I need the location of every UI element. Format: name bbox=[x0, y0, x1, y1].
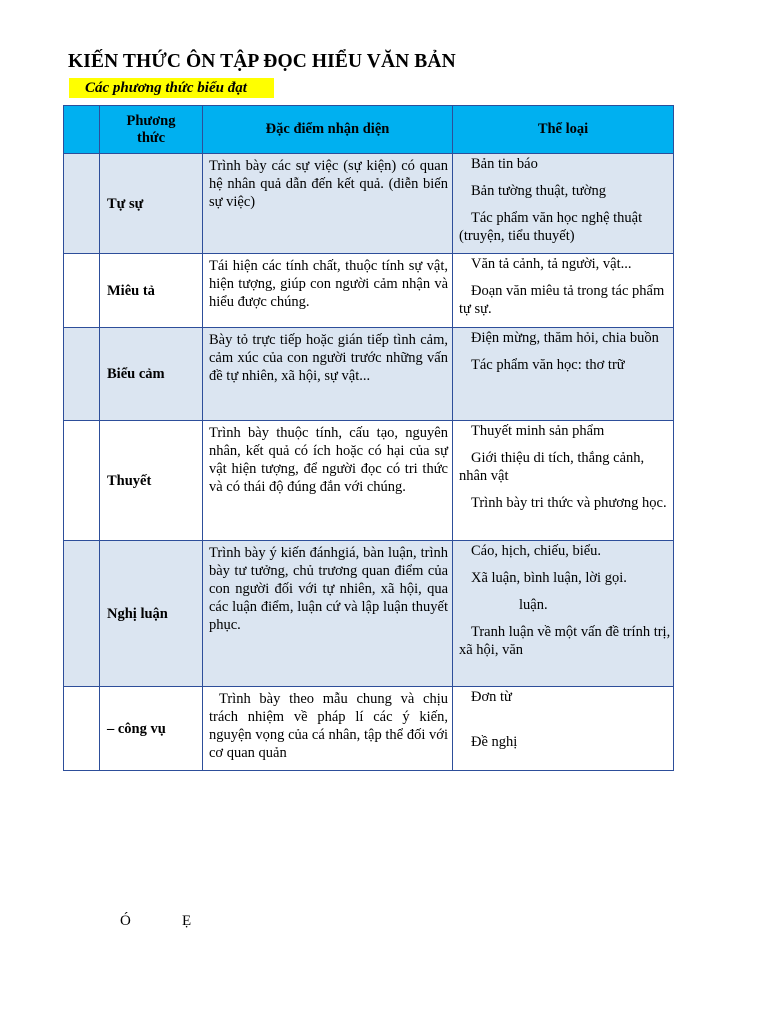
method-genres bbox=[453, 328, 674, 421]
method-name: Miêu tả bbox=[100, 254, 203, 328]
method-name: Biểu cảm bbox=[100, 328, 203, 421]
method-description: Trình bày theo mẫu chung và chịu trách nhiệm về pháp lí các ý kiến, nguyện vọng của cá nhân, tập thể đối với cơ quan quản bbox=[203, 687, 453, 771]
expression-methods-table bbox=[63, 105, 674, 771]
method-name: Tự sự bbox=[100, 154, 203, 254]
table-row bbox=[64, 154, 674, 254]
table-row bbox=[64, 687, 674, 771]
genre-item: Bản tường thuật, tường bbox=[471, 183, 606, 199]
genre-item: Xã luận, bình luận, lời gọi. bbox=[471, 570, 627, 586]
footer-char-1: Ó bbox=[120, 913, 131, 929]
method-genres bbox=[453, 541, 674, 687]
table-row bbox=[64, 541, 674, 687]
row-blank-cell bbox=[64, 254, 100, 328]
row-blank-cell bbox=[64, 687, 100, 771]
method-genres bbox=[453, 687, 674, 771]
footer-char-2: Ẹ bbox=[182, 913, 192, 929]
genre-item: luận. bbox=[519, 597, 548, 613]
method-name: Thuyết bbox=[100, 421, 203, 541]
row-blank-cell bbox=[64, 421, 100, 541]
page-title: KIẾN THỨC ÔN TẬP ĐỌC HIỂU VĂN BẢN bbox=[68, 51, 456, 72]
method-description: Tái hiện các tính chất, thuộc tính sự vật, hiện tượng, giúp con người cảm nhận và hiểu được chúng. bbox=[203, 254, 453, 328]
method-genres bbox=[453, 254, 674, 328]
header-genres: Thể loại bbox=[453, 106, 674, 154]
row-blank-cell bbox=[64, 328, 100, 421]
genre-item: Đơn từ bbox=[471, 689, 512, 705]
genre-item: Giới thiệu di tích, thắng cảnh, nhân vật bbox=[459, 450, 645, 484]
table-header-row bbox=[64, 106, 674, 154]
header-method: Phương thức bbox=[100, 106, 203, 154]
header-blank-cell bbox=[64, 106, 100, 154]
table-row bbox=[64, 421, 674, 541]
method-name: – công vụ bbox=[100, 687, 203, 771]
method-genres bbox=[453, 421, 674, 541]
genre-item: Trình bày tri thức và phương học. bbox=[471, 495, 667, 511]
genre-item: Đoạn văn miêu tả trong tác phẩm tự sự. bbox=[459, 283, 665, 317]
genre-item: Tranh luận về một vấn đề trính trị, xã hội, văn bbox=[459, 624, 671, 658]
genre-item: Cáo, hịch, chiếu, biểu. bbox=[471, 543, 602, 559]
genre-item: Bản tin báo bbox=[471, 156, 538, 172]
method-description: Trình bày ý kiến đánhgiá, bàn luận, trình bày tư tưởng, chủ trương quan điểm của con người đối với tự nhiên, xã hội, qua các luận điểm, luận cứ và lập luận thuyết phục. bbox=[203, 541, 453, 687]
section-subtitle: Các phương thức biểu đạt bbox=[69, 78, 274, 98]
genre-item: Tác phẩm văn học nghệ thuật (truyện, tiểu thuyết) bbox=[459, 210, 643, 244]
method-genres bbox=[453, 154, 674, 254]
table-row bbox=[64, 254, 674, 328]
method-description: Bày tỏ trực tiếp hoặc gián tiếp tình cảm, cảm xúc của con người trước những vấn đề tự nhiên, xã hội, sự vật... bbox=[203, 328, 453, 421]
method-name: Nghị luận bbox=[100, 541, 203, 687]
row-blank-cell bbox=[64, 541, 100, 687]
genre-item: Văn tả cảnh, tả người, vật... bbox=[471, 256, 632, 272]
table-row bbox=[64, 328, 674, 421]
method-description: Trình bày thuộc tính, cấu tạo, nguyên nhân, kết quả có ích hoặc có hại của sự vật hiện tượng, để người đọc có tri thức và có thái độ đúng đắn với chúng. bbox=[203, 421, 453, 541]
genre-item: Điện mừng, thăm hỏi, chia buồn bbox=[471, 330, 659, 346]
genre-item: Thuyết minh sản phẩm bbox=[471, 423, 605, 439]
genre-item: Đề nghị bbox=[471, 734, 518, 750]
row-blank-cell bbox=[64, 154, 100, 254]
method-description: Trình bày các sự việc (sự kiện) có quan hệ nhân quả dẫn đến kết quả. (diễn biến sự việc) bbox=[203, 154, 453, 254]
genre-item: Tác phẩm văn học: thơ trữ bbox=[471, 357, 625, 373]
header-features: Đặc điểm nhận diện bbox=[203, 106, 453, 154]
